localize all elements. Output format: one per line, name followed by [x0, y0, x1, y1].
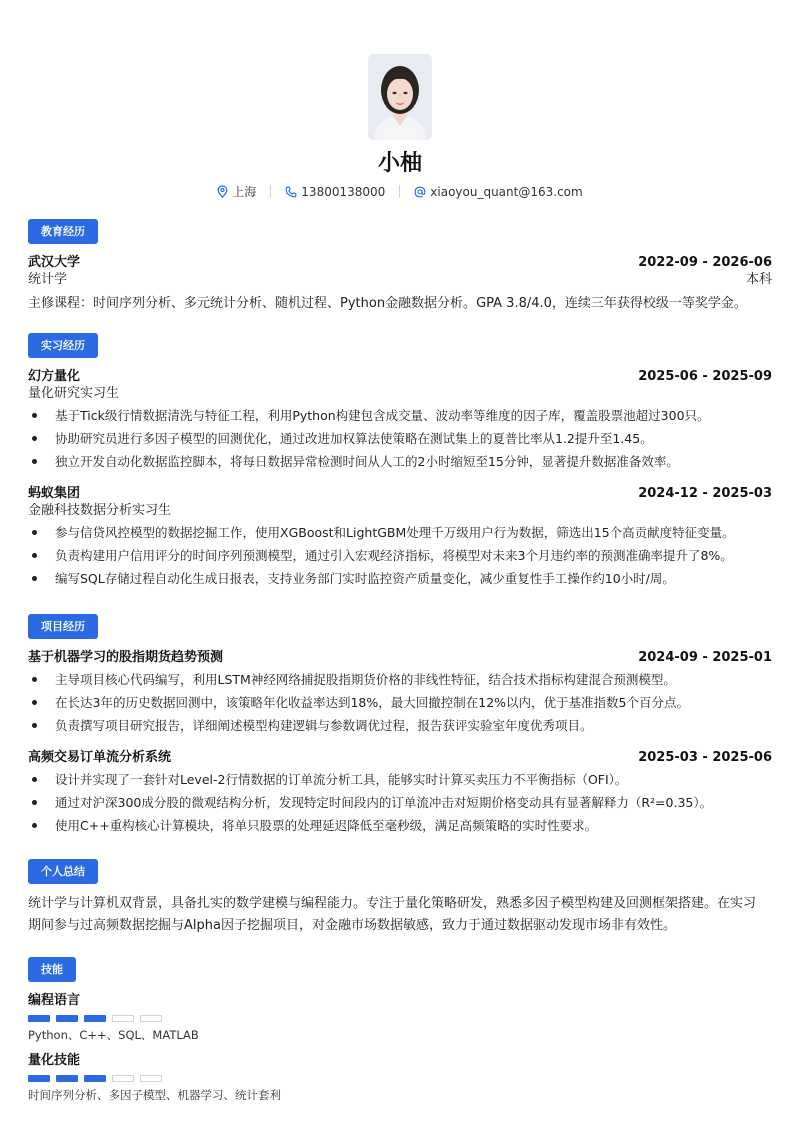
at-sign-icon [414, 186, 426, 198]
internship-bullets [28, 404, 772, 473]
section-title-summary: 个人总结 [28, 859, 98, 884]
internship-item [28, 485, 772, 590]
skill-level-bars [28, 1075, 772, 1082]
bullet-item: 通过对沪深300成分股的微观结构分析，发现特定时间段内的订单流冲击对短期价格变动具有显著解释力（R²=0.35）。 [28, 791, 772, 814]
skill-level-filled [56, 1075, 78, 1082]
contact-location [217, 183, 256, 200]
internship-bullets [28, 521, 772, 590]
skill-item [28, 992, 772, 1043]
bullet-item: 设计并实现了一套针对Level-2行情数据的订单流分析工具，能够实时计算买卖压力不平衡指标（OFI）。 [28, 768, 772, 791]
bullet-item: 在长达3年的历史数据回测中，该策略年化收益率达到18%，最大回撤控制在12%以内，优于基准指数5个百分点。 [28, 691, 772, 714]
skill-name: 量化技能 [28, 1053, 81, 1068]
bullet-item: 编写SQL存储过程自动化生成日报表，支持业务部门实时监控资产质量变化，减少重复性手工操作约10小时/周。 [28, 567, 772, 590]
bullet-item: 基于Tick级行情数据清洗与特征工程，利用Python构建包含成交量、波动率等维度的因子库，覆盖股票池超过300只。 [28, 404, 772, 427]
internship-date: 2025-06 - 2025-09 [638, 369, 772, 384]
bullet-item: 负责构建用户信用评分的时间序列预测模型，通过引入宏观经济指标，将模型对未来3个月违约率的预测准确率提升了8%。 [28, 544, 772, 567]
degree: 本科 [745, 272, 772, 287]
portrait-image [368, 54, 432, 140]
contact-email [414, 185, 582, 199]
email-text: xiaoyou_quant@163.com [430, 184, 583, 199]
bullet-item: 负责撰写项目研究报告，详细阐述模型构建逻辑与参数调优过程，报告获评实验室年度优秀项目。 [28, 714, 772, 737]
skill-level-empty [140, 1075, 162, 1082]
skill-level-empty [112, 1015, 134, 1022]
skill-level-empty [112, 1075, 134, 1082]
skill-level-filled [28, 1015, 50, 1022]
project-bullets [28, 768, 772, 837]
project-header-row [28, 649, 772, 666]
summary-line: 统计学与计算机双背景，具备扎实的数学建模与编程能力。专注于量化策略研发，熟悉多因子模型构建及回测框架搭建。在实习 [28, 896, 757, 911]
skill-name: 编程语言 [28, 993, 81, 1008]
section-title-internship: 实习经历 [28, 333, 98, 358]
contact-divider [270, 185, 271, 198]
bullet-item: 协助研究员进行多因子模型的回测优化，通过改进加权算法使策略在测试集上的夏普比率从1.2提升至1.45。 [28, 427, 772, 450]
skill-level-filled [84, 1015, 106, 1022]
project-date: 2024-09 - 2025-01 [638, 650, 772, 665]
project-name: 基于机器学习的股指期货趋势预测 [28, 650, 224, 665]
contact-info [0, 183, 800, 200]
profile-photo [368, 54, 432, 140]
role-title: 金融科技数据分析实习生 [28, 503, 172, 518]
candidate-name: 小柚 [377, 151, 422, 176]
skill-level-filled [28, 1075, 50, 1082]
role-title: 量化研究实习生 [28, 386, 120, 401]
skill-level-filled [56, 1015, 78, 1022]
skill-description: Python、C++、SQL、MATLAB [28, 1028, 199, 1042]
summary-section [28, 859, 772, 937]
internship-header-row [28, 485, 772, 502]
company-name: 幻方量化 [28, 369, 81, 384]
company-name: 蚂蚁集团 [28, 486, 81, 501]
project-item [28, 649, 772, 737]
skill-level-bars [28, 1015, 772, 1022]
skill-item [28, 1052, 772, 1103]
school-name: 武汉大学 [28, 255, 81, 270]
skills-section [28, 957, 772, 1103]
project-name: 高频交易订单流分析系统 [28, 750, 172, 765]
summary-line: 期间参与过高频数据挖掘与Alpha因子挖掘项目，对金融市场数据敏感，致力于通过数据驱动发现市场非有效性。 [28, 918, 676, 933]
skill-level-empty [140, 1015, 162, 1022]
phone-icon [285, 186, 297, 198]
skill-level-filled [84, 1075, 106, 1082]
project-section [28, 614, 772, 837]
project-item [28, 749, 772, 837]
bullet-item: 使用C++重构核心计算模块，将单只股票的处理延迟降低至毫秒级，满足高频策略的实时性要求。 [28, 814, 772, 837]
project-header-row [28, 749, 772, 766]
bullet-item: 主导项目核心代码编写，利用LSTM神经网络捕捉股指期货价格的非线性特征，结合技术指标构建混合预测模型。 [28, 668, 772, 691]
education-subrow [28, 271, 772, 288]
project-date: 2025-03 - 2025-06 [638, 750, 772, 765]
location-pin-icon [217, 185, 228, 198]
internship-item [28, 368, 772, 473]
bullet-item: 独立开发自动化数据监控脚本，将每日数据异常检测时间从人工的2小时缩短至15分钟，显著提升数据准备效率。 [28, 450, 772, 473]
skill-description: 时间序列分析、多因子模型、机器学习、统计套利 [28, 1088, 281, 1102]
section-title-skills: 技能 [28, 957, 76, 982]
internship-section [28, 333, 772, 590]
section-title-projects: 项目经历 [28, 614, 98, 639]
phone-text: 13800138000 [301, 184, 386, 199]
section-title-education: 教育经历 [28, 219, 98, 244]
education-description: 主修课程：时间序列分析、多元统计分析、随机过程、Python金融数据分析。GPA 3.8/4.0，连续三年获得校级一等奖学金。 [28, 296, 747, 311]
education-section [28, 219, 772, 315]
resume-header [0, 0, 800, 210]
contact-divider [399, 185, 400, 198]
education-header-row [28, 254, 772, 271]
education-date: 2022-09 - 2026-06 [638, 255, 772, 270]
project-bullets [28, 668, 772, 737]
major: 统计学 [28, 272, 68, 287]
bullet-item: 参与信贷风控模型的数据挖掘工作，使用XGBoost和LightGBM处理千万级用户行为数据，筛选出15个高贡献度特征变量。 [28, 521, 772, 544]
location-text: 上海 [232, 185, 257, 199]
internship-header-row [28, 368, 772, 385]
contact-phone [285, 185, 385, 199]
internship-date: 2024-12 - 2025-03 [638, 486, 772, 501]
